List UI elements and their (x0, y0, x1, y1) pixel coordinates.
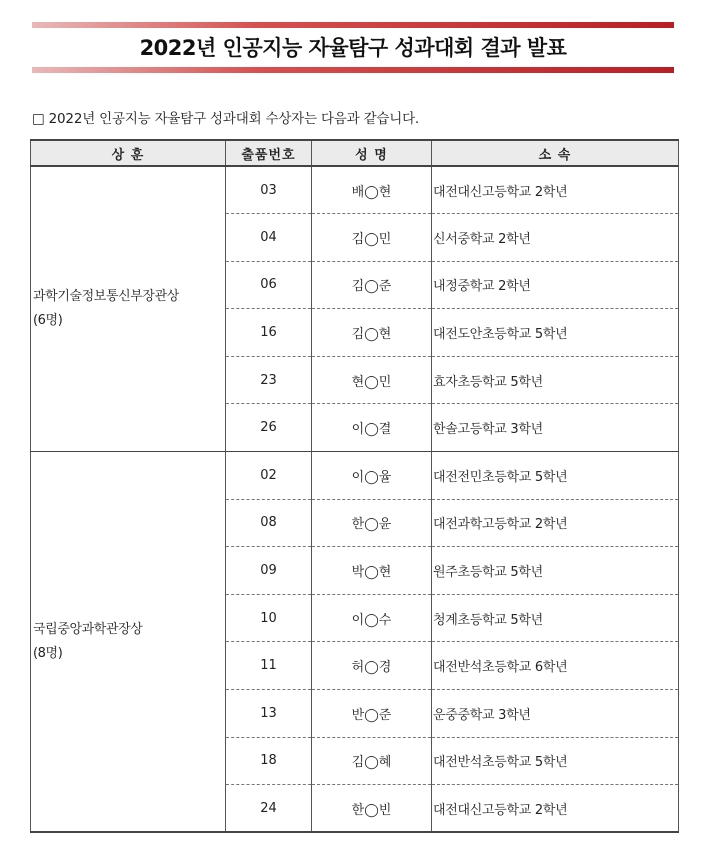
header-name: 성 명 (312, 140, 432, 166)
award-count: (6명) (33, 313, 63, 329)
affiliation-cell: 신서중학교 2학년 (432, 214, 679, 262)
entry-number-cell: 10 (226, 594, 312, 642)
winner-name-cell: 반◯준 (312, 690, 432, 738)
affiliation-cell: 대전도안초등학교 5학년 (432, 309, 679, 357)
award-cell (31, 452, 226, 833)
affiliation-cell: 효자초등학교 5학년 (432, 356, 679, 404)
affiliation-cell: 대전대신고등학교 2학년 (432, 785, 679, 833)
winner-name-cell: 이◯결 (312, 404, 432, 452)
winner-name-cell: 이◯율 (312, 452, 432, 500)
award-name: 과학기술정보통신부장관상 (33, 289, 179, 305)
title-bottom-rule (32, 67, 674, 73)
winner-name-cell: 김◯현 (312, 309, 432, 357)
header-entry-number: 출품번호 (226, 140, 312, 166)
entry-number-cell: 24 (226, 785, 312, 833)
entry-number-cell: 13 (226, 690, 312, 738)
affiliation-cell: 청계초등학교 5학년 (432, 594, 679, 642)
winner-name-cell: 이◯수 (312, 594, 432, 642)
entry-number-cell: 11 (226, 642, 312, 690)
winner-name-cell: 김◯준 (312, 261, 432, 309)
winners-table (30, 139, 679, 833)
affiliation-cell: 대전대신고등학교 2학년 (432, 166, 679, 214)
winner-name-cell: 한◯윤 (312, 499, 432, 547)
table-row (31, 166, 679, 214)
affiliation-cell: 원주초등학교 5학년 (432, 547, 679, 595)
entry-number-cell: 02 (226, 452, 312, 500)
award-cell (31, 166, 226, 452)
affiliation-cell: 대전과학고등학교 2학년 (432, 499, 679, 547)
affiliation-cell: 내정중학교 2학년 (432, 261, 679, 309)
affiliation-cell: 한솔고등학교 3학년 (432, 404, 679, 452)
affiliation-cell: 대전반석초등학교 5학년 (432, 737, 679, 785)
entry-number-cell: 26 (226, 404, 312, 452)
page-title: 2022년 인공지능 자율탐구 성과대회 결과 발표 (139, 36, 567, 60)
entry-number-cell: 18 (226, 737, 312, 785)
title-top-rule (32, 22, 674, 28)
award-name: 국립중앙과학관장상 (33, 621, 143, 637)
winner-name-cell: 김◯혜 (312, 737, 432, 785)
award-count: (8명) (33, 645, 63, 661)
table-body (31, 166, 679, 832)
entry-number-cell: 08 (226, 499, 312, 547)
affiliation-cell: 대전반석초등학교 6학년 (432, 642, 679, 690)
affiliation-cell: 운중중학교 3학년 (432, 690, 679, 738)
winner-name-cell: 박◯현 (312, 547, 432, 595)
entry-number-cell: 06 (226, 261, 312, 309)
header-affiliation: 소 속 (432, 140, 679, 166)
intro-text: □ 2022년 인공지능 자율탐구 성과대회 수상자는 다음과 같습니다. (32, 111, 420, 127)
header-award: 상 훈 (31, 140, 226, 166)
entry-number-cell: 16 (226, 309, 312, 357)
entry-number-cell: 03 (226, 166, 312, 214)
entry-number-cell: 23 (226, 356, 312, 404)
winner-name-cell: 허◯경 (312, 642, 432, 690)
affiliation-cell: 대전전민초등학교 5학년 (432, 452, 679, 500)
winner-name-cell: 한◯빈 (312, 785, 432, 833)
winner-name-cell: 김◯민 (312, 214, 432, 262)
table-header-row (31, 140, 679, 166)
winner-name-cell: 현◯민 (312, 356, 432, 404)
winner-name-cell: 배◯현 (312, 166, 432, 214)
entry-number-cell: 09 (226, 547, 312, 595)
table-row (31, 452, 679, 500)
entry-number-cell: 04 (226, 214, 312, 262)
